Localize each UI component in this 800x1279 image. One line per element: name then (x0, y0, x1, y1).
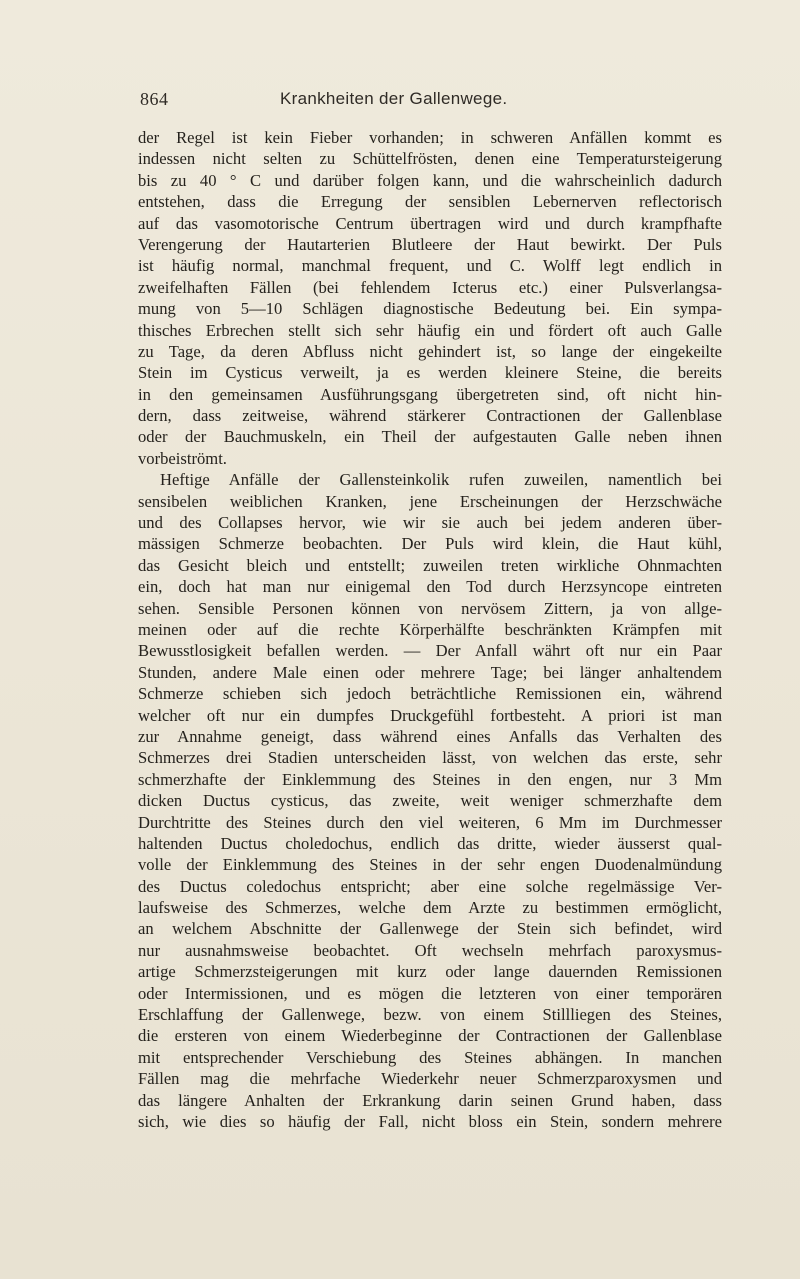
text-line: der Regel ist kein Fieber vorhanden; in schweren Anfällen kommt es (138, 128, 722, 147)
text-line: zweifelhaften Fällen (bei fehlendem Icterus etc.) einer Pulsverlangsa- (138, 277, 722, 297)
text-line: indessen nicht selten zu Schüttelfrösten, denen eine Temperatursteigerung (138, 149, 722, 169)
text-line: Schmerze schieben sich jedoch beträchtliche Remissionen ein, während (138, 684, 722, 704)
text-line: in den gemeinsamen Ausführungsgang übergetreten sind, oft nicht hin- (138, 384, 722, 404)
text-line: Verengerung der Hautarterien Blutleere der Haut bewirkt. Der Puls (138, 234, 722, 254)
text-line: zu Tage, da deren Abfluss nicht gehindert ist, so lange der eingekeilte (138, 341, 722, 361)
text-line: haltenden Ductus choledochus, endlich das dritte, wieder äusserst qual- (138, 833, 722, 853)
text-line: mässigen Schmerze beobachten. Der Puls wird klein, die Haut kühl, (138, 534, 722, 554)
text-line: dern, dass zeitweise, während stärkerer Contractionen der Gallenblase (138, 406, 722, 426)
text-line: das längere Anhalten der Erkrankung darin seinen Grund haben, dass (138, 1090, 722, 1110)
text-line: oder Intermissionen, und es mögen die letzteren von einer temporären (138, 983, 722, 1003)
text-line: meinen oder auf die rechte Körperhälfte beschränkten Krämpfen mit (138, 619, 722, 639)
text-line: Fällen mag die mehrfache Wiederkehr neuer Schmerzparoxysmen und (138, 1069, 722, 1089)
text-line: Durchtritte des Steines durch den viel weiteren, 6 Mm im Durchmesser (138, 812, 722, 832)
text-line: Stunden, andere Male einen oder mehrere Tage; bei länger anhaltendem (138, 662, 722, 682)
text-line: oder der Bauchmuskeln, ein Theil der aufgestauten Galle neben ihnen (138, 427, 722, 447)
body-text (138, 127, 722, 1132)
text-line: und des Collapses hervor, wie wir sie auch bei jedem anderen über- (138, 513, 722, 533)
text-line: zur Annahme geneigt, dass während eines Anfalls das Verhalten des (138, 726, 722, 746)
text-line: thisches Erbrechen stellt sich sehr häufig ein und fördert oft auch Galle (138, 320, 722, 340)
text-line: nur ausnahmsweise beobachtet. Oft wechseln mehrfach paroxysmus- (138, 940, 722, 960)
text-line: mung von 5—10 Schlägen diagnostische Bedeutung bei. Ein sympa- (138, 299, 722, 319)
text-line: auf das vasomotorische Centrum übertragen wird und durch krampfhafte (138, 213, 722, 233)
text-line: ein, doch hat man nur einigemal den Tod durch Herzsyncope eintreten (138, 577, 722, 597)
text-line: Heftige Anfälle der Gallensteinkolik rufen zuweilen, namentlich bei (160, 470, 722, 490)
page-number: 864 (140, 89, 169, 109)
text-line: sich, wie dies so häufig der Fall, nicht bloss ein Stein, sondern mehrere (138, 1111, 722, 1131)
text-line: des Ductus coledochus entspricht; aber eine solche regelmässige Ver- (138, 876, 722, 896)
text-line: welcher oft nur ein dumpfes Druckgefühl fortbesteht. A priori ist man (138, 705, 722, 725)
text-line: schmerzhafte der Einklemmung des Steines in den engen, nur 3 Mm (138, 769, 722, 789)
text-line: Bewusstlosigkeit befallen werden. — Der Anfall währt oft nur ein Paar (138, 641, 722, 661)
text-line: entstehen, dass die Erregung der sensiblen Lebernerven reflectorisch (138, 192, 722, 212)
text-line: mit entsprechender Verschiebung des Steines abhängen. In manchen (138, 1047, 722, 1067)
running-head: Krankheiten der Gallenwege. (280, 89, 508, 108)
text-line: ist häufig normal, manchmal frequent, und C. Wolff legt endlich in (138, 256, 722, 276)
text-line: laufsweise des Schmerzes, welche dem Arzte zu bestimmen ermöglicht, (138, 898, 722, 918)
text-line: artige Schmerzsteigerungen mit kurz oder lange dauernden Remissionen (138, 962, 722, 982)
text-line: die ersteren von einem Wiederbeginne der Contractionen der Gallenblase (138, 1026, 722, 1046)
text-line: dicken Ductus cysticus, das zweite, weit weniger schmerzhafte dem (138, 791, 722, 811)
text-line: vorbeiströmt. (138, 448, 227, 468)
text-line: Erschlaffung der Gallenwege, bezw. von einem Stillliegen des Steines, (138, 1005, 722, 1025)
text-line: sensibelen weiblichen Kranken, jene Erscheinungen der Herzschwäche (138, 491, 722, 511)
text-line: volle der Einklemmung des Steines in der sehr engen Duodenalmündung (138, 855, 722, 875)
text-line: Stein im Cysticus verweilt, ja es werden kleinere Steine, die bereits (138, 363, 722, 383)
text-line: sehen. Sensible Personen können von nervösem Zittern, ja von allge- (138, 598, 722, 618)
text-line: an welchem Abschnitte der Gallenwege der Stein sich befindet, wird (138, 919, 722, 939)
text-line: Schmerzes drei Stadien unterscheiden lässt, von welchen das erste, sehr (138, 748, 722, 768)
text-line: das Gesicht bleich und entstellt; zuweilen treten wirkliche Ohnmachten (138, 555, 722, 575)
page-header (140, 89, 720, 113)
text-line: bis zu 40 ° C und darüber folgen kann, und die wahrscheinlich dadurch (138, 170, 722, 190)
